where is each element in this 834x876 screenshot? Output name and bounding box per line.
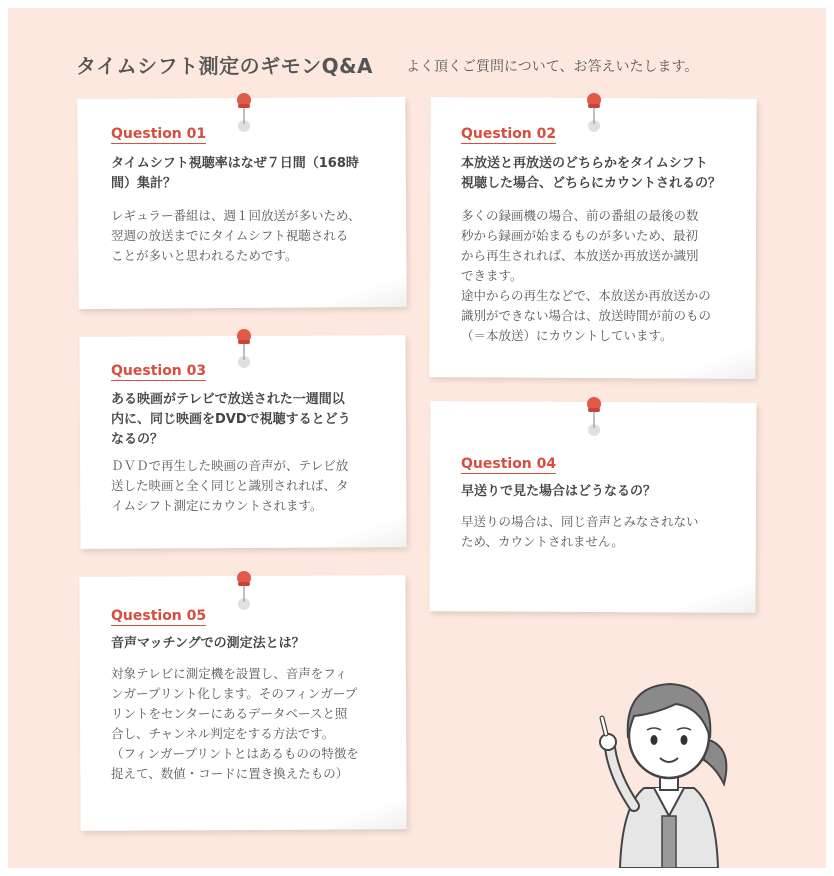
answer-line: 捉えて、数値・コードに置き換えたもの） [111,766,349,781]
page-title: タイムシフト測定のギモンQ&A [76,54,374,78]
question-answer [111,456,391,516]
question-answer [111,664,396,784]
heading-line: 間）集計？ [111,176,177,191]
answer-line: 送した映画と全く同じと識別されれば、タ [111,478,349,493]
question-heading [111,634,391,654]
answer-line: 秒から録画が始まるものが多いため、最初 [461,228,699,243]
answer-line: リントをセンターにあるデータベースと照 [111,706,348,721]
heading-line: 音声マッチングでの測定法とは？ [111,636,305,651]
answer-line: （フィンガープリントとはあるものの特徴を [111,746,359,761]
question-label: Question 03 [111,363,207,379]
push-pin-icon [582,90,606,134]
question-label: Question 01 [111,126,207,142]
answer-line: ンガープリント化します。そのフィンガープ [111,686,358,701]
push-pin-icon [582,394,606,438]
question-answer [461,206,741,346]
question-label: Question 02 [461,126,557,142]
answer-line: 対象テレビに測定機を設置し、音声をフィ [111,666,348,681]
heading-line: なるの？ [111,432,164,447]
woman-pointing-illustration [584,656,754,868]
question-heading [461,482,741,502]
answer-line: レギュラー番組は、週１回放送が多いため、 [111,208,361,223]
question-label: Question 04 [461,456,557,472]
answer-line: から再生されれば、本放送か再放送か識別 [461,248,699,263]
answer-line: 早送りの場合は、同じ音声とみなされない [461,514,699,529]
push-pin-icon [232,90,256,134]
question-answer [461,512,741,552]
answer-line: ことが多いと思われるためです。 [111,248,298,263]
answer-line: イムシフト測定にカウントされます。 [111,498,323,513]
heading-line: 早送りで見た場合はどうなるの？ [461,484,657,499]
push-pin-icon [232,568,256,612]
answer-line: 翌週の放送までにタイムシフト視聴される [111,228,349,243]
page-subtitle: よく頂くご質問について、お答えいたします。 [406,59,699,75]
answer-line: ため、カウントされません。 [461,534,624,549]
question-answer [111,206,381,266]
question-heading [111,154,381,194]
heading-line: 視聴した場合、どちらにカウントされるの？ [461,176,722,191]
question-label: Question 05 [111,608,207,624]
answer-line: できます。 [461,268,523,283]
heading-line: 内に、同じ映画をDVDで視聴するとどう [111,412,351,427]
push-pin-icon [232,326,256,370]
answer-line: （＝本放送）にカウントしています。 [461,328,673,343]
answer-line: 途中からの再生などで、本放送か再放送かの [461,288,711,303]
heading-line: 本放送と再放送のどちらかをタイムシフト [461,156,708,171]
answer-line: 合し、チャンネル判定をする方法です。 [111,726,335,741]
answer-line: ＤＶＤで再生した映画の音声が、テレビ放 [111,458,349,473]
heading-line: ある映画がテレビで放送された一週間以 [111,392,345,407]
question-heading [111,390,391,450]
answer-line: 識別ができない場合は、放送時間が前のもの [461,308,712,323]
heading-line: タイムシフト視聴率はなぜ７日間（168時 [111,156,359,171]
answer-line: 多くの録画機の場合、前の番組の最後の数 [461,208,699,223]
question-heading [461,154,741,194]
